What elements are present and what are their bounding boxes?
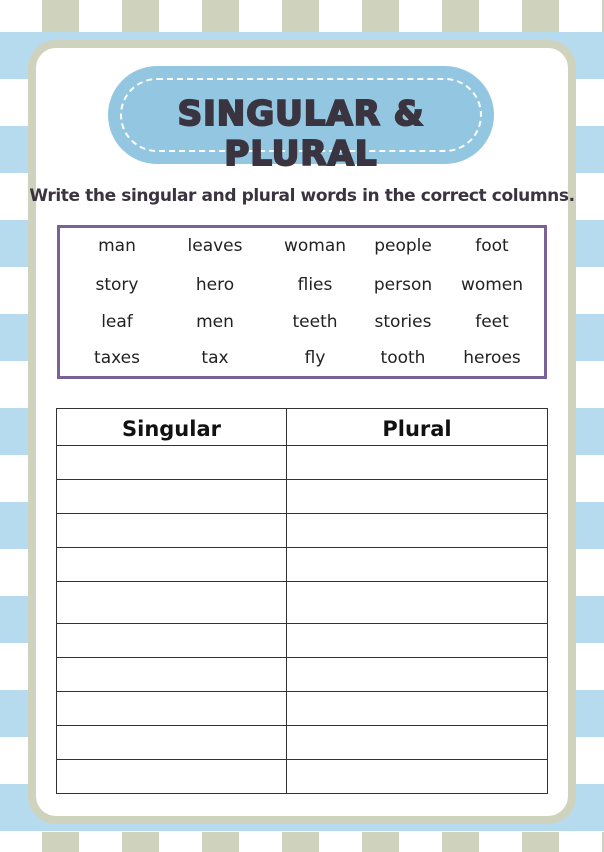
word-bank-item: foot — [475, 236, 509, 256]
background-stripe-vertical — [42, 832, 79, 852]
background-stripe-vertical — [362, 0, 399, 32]
word-bank-item: people — [374, 236, 432, 256]
word-bank — [57, 225, 547, 379]
background-stripe-vertical — [282, 0, 319, 32]
word-bank-item: tax — [201, 348, 229, 368]
singular-answer-cell[interactable] — [57, 582, 286, 623]
plural-answer-cell[interactable] — [287, 446, 547, 479]
plural-column-header: Plural — [382, 417, 452, 441]
plural-answer-cell[interactable] — [287, 548, 547, 581]
background-stripe-vertical — [202, 832, 239, 852]
plural-answer-cell[interactable] — [287, 582, 547, 623]
word-bank-item: fly — [304, 348, 326, 368]
word-bank-item: leaf — [101, 312, 133, 332]
answer-table — [56, 408, 548, 794]
word-bank-item: hero — [195, 275, 235, 295]
plural-answer-cell[interactable] — [287, 480, 547, 513]
singular-answer-cell[interactable] — [57, 760, 286, 794]
word-bank-item: man — [98, 236, 136, 256]
word-bank-item: feet — [475, 312, 509, 332]
background-stripe-vertical — [122, 832, 159, 852]
background-stripe-vertical — [442, 0, 479, 32]
title-banner — [108, 66, 494, 174]
background-stripe-vertical — [282, 832, 319, 852]
plural-answer-cell[interactable] — [287, 514, 547, 547]
plural-answer-cell[interactable] — [287, 624, 547, 657]
word-bank-item: leaves — [187, 236, 243, 256]
worksheet-title: SINGULAR & PLURAL — [177, 94, 425, 174]
background-stripe-vertical — [362, 832, 399, 852]
background-stripe-vertical — [442, 832, 479, 852]
plural-answer-cell[interactable] — [287, 760, 547, 794]
background-stripe-vertical — [42, 0, 79, 32]
background-stripe-vertical — [122, 0, 159, 32]
word-bank-item: woman — [283, 236, 347, 256]
word-bank-item: stories — [374, 312, 432, 332]
singular-answer-cell[interactable] — [57, 658, 286, 691]
background-stripe-vertical — [522, 832, 559, 852]
singular-answer-cell[interactable] — [57, 446, 286, 479]
singular-answer-cell[interactable] — [57, 548, 286, 581]
singular-answer-cell[interactable] — [57, 624, 286, 657]
word-bank-item: tooth — [380, 348, 426, 368]
instruction-text: Write the singular and plural words in the correct columns. — [29, 186, 575, 206]
background-stripe-vertical — [202, 0, 239, 32]
singular-answer-cell[interactable] — [57, 692, 286, 725]
word-bank-item: men — [196, 312, 234, 332]
singular-answer-cell[interactable] — [57, 726, 286, 759]
word-bank-item: taxes — [94, 348, 140, 368]
singular-answer-cell[interactable] — [57, 514, 286, 547]
singular-answer-cell[interactable] — [57, 480, 286, 513]
word-bank-item: flies — [297, 275, 333, 295]
word-bank-item: story — [95, 275, 139, 295]
background-stripe-vertical — [522, 0, 559, 32]
plural-answer-cell[interactable] — [287, 658, 547, 691]
word-bank-item: women — [460, 275, 524, 295]
word-bank-item: heroes — [463, 348, 521, 368]
word-bank-item: person — [373, 275, 433, 295]
singular-column-header: Singular — [122, 417, 221, 441]
plural-answer-cell[interactable] — [287, 692, 547, 725]
plural-answer-cell[interactable] — [287, 726, 547, 759]
word-bank-item: teeth — [292, 312, 338, 332]
